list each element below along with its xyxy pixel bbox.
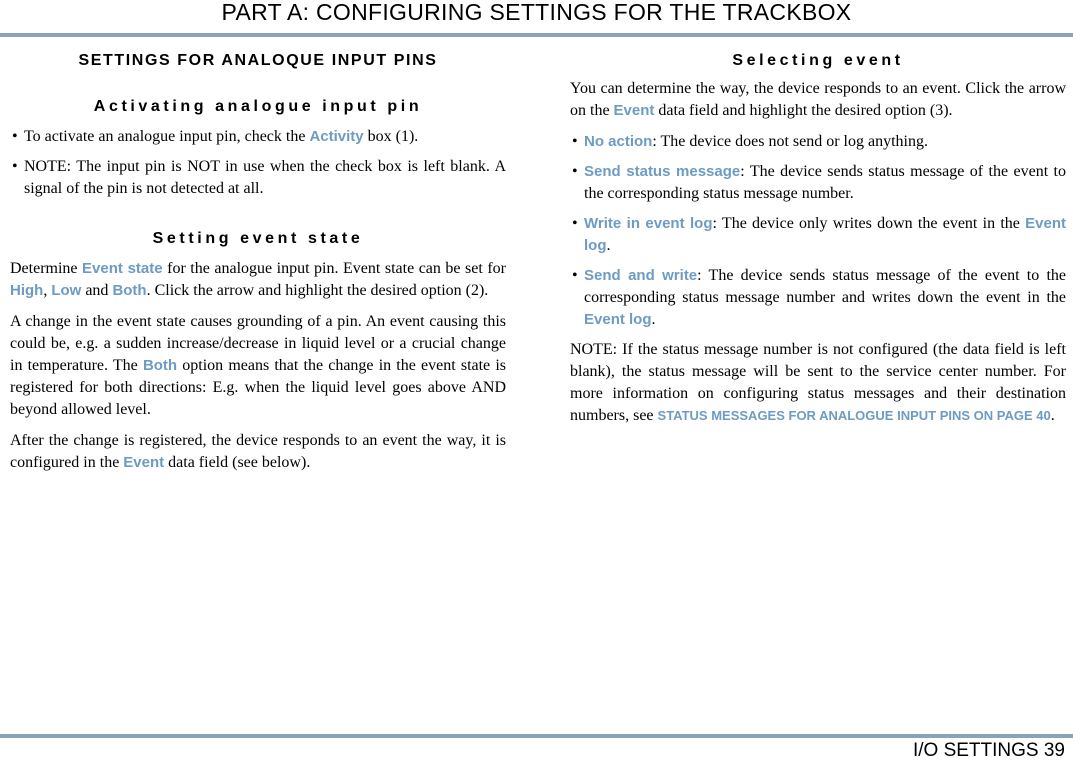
event-change-paragraph: A change in the event state causes grounding of a pin. An event causing this could be, e.g. a sudden increase/decrease in liquid level or a crucial change in temperature. The Both option means that the change in the event state is registered for both directions: E.g. when the liquid level goes above AND beyond allowed level. [10, 313, 506, 418]
header-rule [0, 33, 1073, 37]
after-change-paragraph: After the change is registered, the device responds to an event the way, it is configured in the Event data field (see below). [10, 432, 506, 471]
both-option-keyword: Both [142, 357, 178, 374]
no-action-bullet: • No action: The device does not send or log anything. [570, 131, 1066, 153]
selecting-event-heading: Selecting event [732, 52, 904, 69]
send-status-keyword: Send status message [584, 163, 741, 180]
event-log-keyword: Event log [584, 215, 1066, 254]
status-messages-link[interactable]: STATUS MESSAGES FOR ANALOGUE INPUT PINS ON PAGE 40 [657, 408, 1051, 423]
event-keyword: Event [613, 102, 655, 119]
event-state-paragraph: Determine Event state for the analogue input pin. Event state can be set for High, Low and Both. Click the arrow and highlight the desired option (2). [10, 260, 506, 299]
low-keyword: Low [51, 282, 82, 299]
send-and-write-keyword: Send and write [584, 267, 698, 284]
event-log-keyword-2: Event log [584, 311, 652, 328]
event-field-keyword: Event [123, 454, 165, 471]
right-column [570, 50, 1066, 436]
high-keyword: High [10, 282, 44, 299]
write-log-bullet: • Write in event log: The device only writes down the event in the Event log. [570, 213, 1066, 257]
selecting-intro: You can determine the way, the device responds to an event. Click the arrow on the Event data field and highlight the desired option (3). [570, 80, 1066, 119]
activity-bullet: • To activate an analogue input pin, check the Activity box (1). [10, 126, 506, 148]
footer-rule [0, 734, 1073, 738]
send-and-write-bullet: • Send and write: The device sends status message of the event to the corresponding status message number and writes down the event in the Event log. [570, 265, 1066, 331]
page-header-title: PART A: CONFIGURING SETTINGS FOR THE TRACKBOX [221, 0, 852, 25]
send-status-bullet: • Send status message: The device sends status message of the event to the corresponding status message number. [570, 161, 1066, 205]
status-note-paragraph: NOTE: If the status message number is not configured (the data field is left blank), the status message will be sent to the service center number. For more information on configuring status messages and their destination numbers, see STATUS MESSAGES FOR ANALOGUE INPUT PINS ON PAGE 40. [570, 341, 1066, 424]
event-state-heading: Setting event state [152, 230, 364, 247]
event-state-keyword: Event state [82, 260, 163, 277]
activity-keyword: Activity [309, 128, 364, 145]
section-title: SETTINGS FOR ANALOQUE INPUT PINS [78, 52, 438, 69]
both-keyword: Both [112, 282, 147, 299]
page-footer: I/O SETTINGS 39 [912, 740, 1065, 761]
activating-heading: Activating analogue input pin [93, 98, 423, 115]
inactive-note-bullet: • NOTE: The input pin is NOT in use when the check box is left blank. A signal of the pin is not detected at all. [10, 156, 506, 200]
left-column [10, 50, 506, 483]
write-log-keyword: Write in event log [584, 215, 713, 232]
no-action-keyword: No action [584, 133, 653, 150]
